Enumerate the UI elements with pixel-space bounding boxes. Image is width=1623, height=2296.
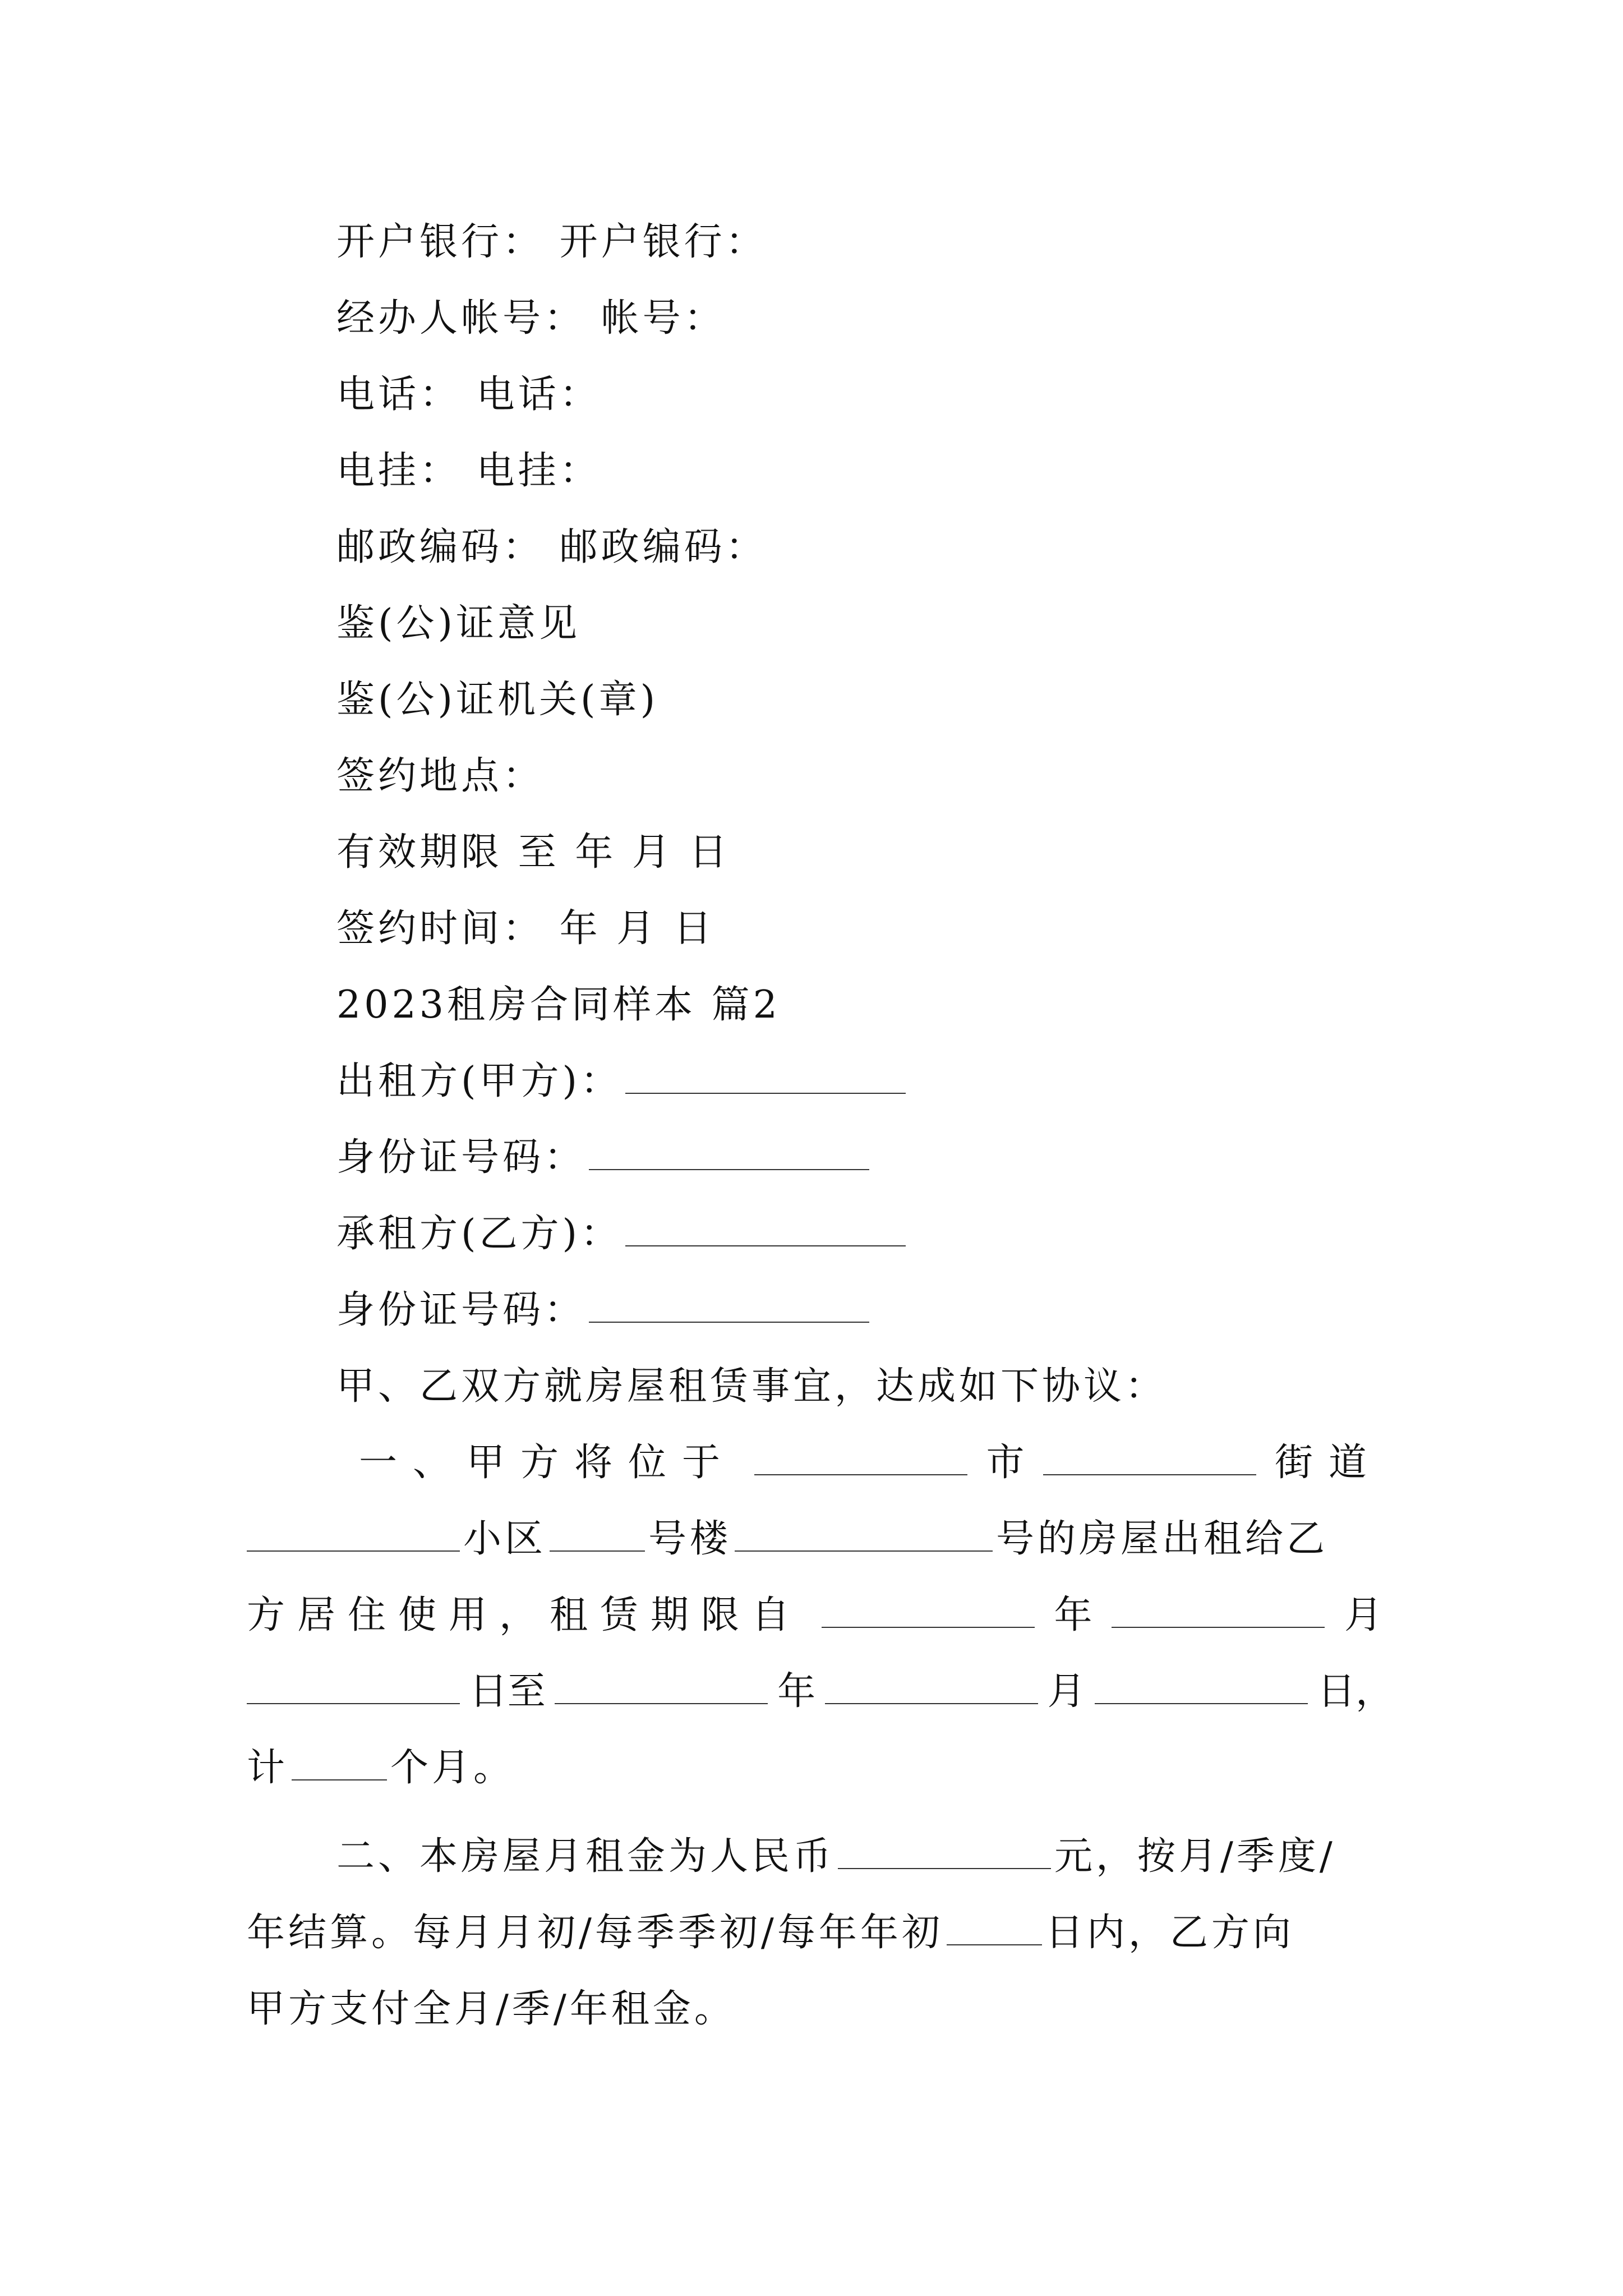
payment-days-blank — [947, 1910, 1042, 1945]
end-month-label: 月 — [1047, 1669, 1086, 1714]
notary-opinion-line: 鉴(公)证意见 — [336, 601, 581, 646]
room-label: 号的房屋出租给乙 — [996, 1517, 1329, 1561]
start-month-label: 月 — [1344, 1593, 1382, 1637]
clause2-line3: 甲方支付全月/季/年租金。 — [247, 1987, 736, 2031]
phone-line: 电话： 电话： — [336, 372, 601, 417]
room-blank — [735, 1516, 993, 1552]
end-day-label: 日， — [1317, 1669, 1394, 1714]
start-month-blank — [1112, 1592, 1325, 1628]
lessor-id-label: 身份证号码： — [336, 1135, 586, 1180]
start-day-blank — [247, 1668, 460, 1704]
building-blank — [550, 1516, 645, 1552]
until-label: 日至 — [469, 1669, 546, 1714]
lessor-label: 出租方(甲方)： — [336, 1059, 623, 1103]
clause1-line1 — [359, 1435, 1382, 1491]
lessee-line — [336, 1206, 909, 1262]
end-year-label: 年 — [777, 1669, 816, 1714]
payment-direction-label: 日内，乙方向 — [1045, 1911, 1294, 1955]
end-month-blank — [825, 1668, 1038, 1704]
lessee-id-label: 身份证号码： — [336, 1288, 586, 1332]
clause1-text: 一、甲方将位于 — [359, 1441, 736, 1485]
clause1-line3 — [247, 1588, 1382, 1644]
clause2-line2 — [247, 1905, 1294, 1961]
building-label: 号楼 — [648, 1517, 732, 1561]
start-year-label: 年 — [1054, 1593, 1092, 1637]
signing-date-line: 签约时间： 年 月 日 — [336, 907, 715, 951]
rent-unit-label: 元，按月/季度/ — [1054, 1834, 1336, 1879]
end-day-blank — [1095, 1668, 1308, 1704]
lessor-line — [336, 1053, 909, 1110]
lessor-id-blank — [589, 1134, 869, 1170]
lessee-id-line — [336, 1282, 873, 1338]
clause1-line5 — [247, 1740, 515, 1796]
city-label: 市 — [986, 1441, 1025, 1485]
postcode-line: 邮政编码： 邮政编码： — [336, 525, 767, 569]
street-label: 街道 — [1274, 1441, 1382, 1485]
lease-term-label: 方居住使用，租赁期限自 — [247, 1593, 803, 1637]
bank-line: 开户银行： 开户银行： — [336, 220, 767, 264]
street-blank — [1043, 1439, 1256, 1475]
telegraph-line: 电挂： 电挂： — [336, 449, 601, 493]
rent-blank — [838, 1833, 1051, 1869]
start-year-blank — [822, 1592, 1035, 1628]
lessor-id-line — [336, 1130, 873, 1186]
months-blank — [292, 1745, 387, 1780]
agreement-intro: 甲、乙双方就房屋租赁事宜，达成如下协议： — [336, 1364, 1167, 1409]
lessee-blank — [625, 1211, 906, 1246]
lessee-id-blank — [589, 1287, 869, 1323]
community-blank — [247, 1516, 460, 1552]
signing-place-line: 签约地点： — [336, 754, 545, 798]
lessor-blank — [625, 1058, 906, 1094]
payment-period-label: 年结算。每月月初/每季季初/每年年初 — [247, 1911, 943, 1955]
notary-office-line: 鉴(公)证机关(章) — [336, 678, 659, 722]
section-title: 2023租房合同样本 篇2 — [336, 983, 781, 1027]
lessee-label: 承租方(乙方)： — [336, 1212, 623, 1256]
city-blank — [754, 1439, 967, 1475]
end-year-blank — [555, 1668, 768, 1704]
clause1-line4 — [247, 1664, 1394, 1720]
months-label: 个月。 — [390, 1746, 515, 1790]
clause1-line2 — [247, 1511, 1328, 1567]
account-line: 经办人帐号： 帐号： — [336, 296, 726, 341]
total-label: 计 — [247, 1746, 289, 1790]
rent-label: 二、本房屋月租金为人民币 — [336, 1834, 835, 1879]
community-label: 小区 — [463, 1517, 547, 1561]
validity-line: 有效期限 至 年 月 日 — [336, 830, 731, 875]
clause2-line1 — [336, 1829, 1336, 1885]
